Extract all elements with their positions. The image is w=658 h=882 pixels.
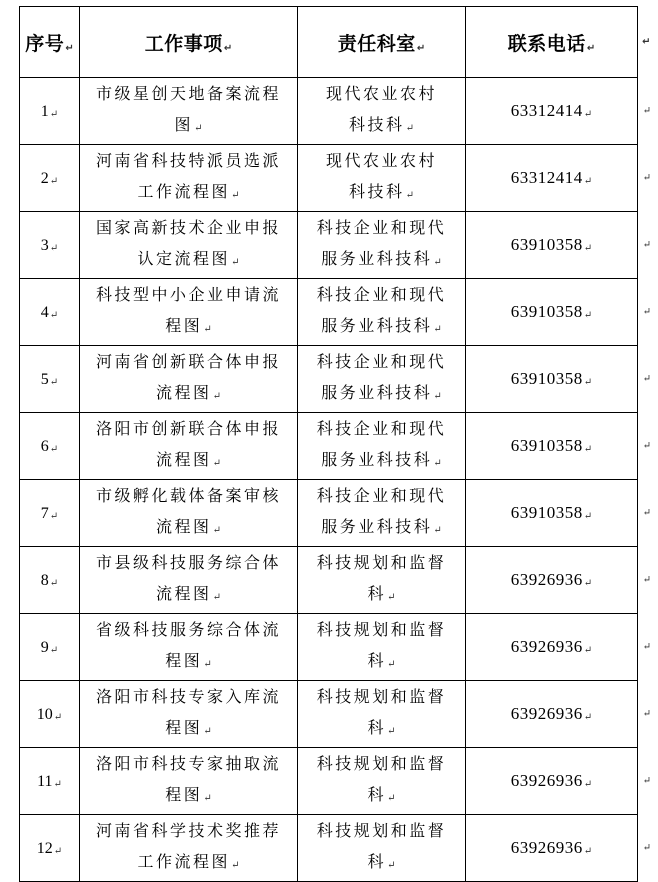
row-work-item-cell xyxy=(80,145,298,212)
row-department: 科技企业和现代 服务业科技科↵ xyxy=(316,285,447,335)
header-index: 序号↵ xyxy=(20,7,80,78)
header-phone: 联系电话↵ ↵ xyxy=(466,7,638,78)
row-department: 科技企业和现代 服务业科技科↵ xyxy=(316,486,447,536)
row-index: 3 xyxy=(40,237,49,254)
row-index: 11 xyxy=(37,773,53,790)
row-department: 科技规划和监督科↵ xyxy=(316,754,447,804)
table-row xyxy=(20,480,638,547)
table-row xyxy=(20,748,638,815)
row-department-cell xyxy=(298,413,466,480)
row-index-cell: 3↵ xyxy=(20,212,80,279)
row-index: 5 xyxy=(40,371,49,388)
row-work-item: 洛阳市科技专家抽取流 程图↵ xyxy=(95,754,281,804)
row-work-item-cell xyxy=(80,212,298,279)
row-phone: 63312414 xyxy=(510,168,583,187)
row-work-item-cell xyxy=(80,614,298,681)
row-department-cell xyxy=(298,614,466,681)
row-phone: 63910358 xyxy=(510,369,583,388)
row-phone-cell: 63910358↵ ↵ xyxy=(466,212,638,279)
row-phone-cell: 63926936↵ ↵ xyxy=(466,547,638,614)
row-work-item: 河南省创新联合体申报 流程图↵ xyxy=(95,352,281,402)
row-department-cell xyxy=(298,212,466,279)
row-work-item-cell xyxy=(80,346,298,413)
row-work-item-cell xyxy=(80,78,298,145)
header-work-item: 工作事项↵ xyxy=(80,7,298,78)
row-index-cell: 11↵ xyxy=(20,748,80,815)
table-row xyxy=(20,145,638,212)
row-phone: 63312414 xyxy=(510,101,583,120)
row-work-item-cell xyxy=(80,681,298,748)
row-index: 2 xyxy=(40,170,49,187)
row-department-cell xyxy=(298,748,466,815)
table-row xyxy=(20,614,638,681)
row-phone-cell: 63910358↵ ↵ xyxy=(466,346,638,413)
row-index: 6 xyxy=(40,438,49,455)
table-body xyxy=(20,78,651,882)
row-index-cell: 4↵ xyxy=(20,279,80,346)
row-index-cell: 1↵ xyxy=(20,78,80,145)
row-phone-cell: 63926936↵ ↵ xyxy=(466,748,638,815)
row-index-cell: 9↵ xyxy=(20,614,80,681)
row-phone-cell: 63926936↵ ↵ xyxy=(466,681,638,748)
row-phone: 63926936 xyxy=(510,637,583,656)
row-department-cell xyxy=(298,547,466,614)
row-index: 1 xyxy=(40,103,49,120)
row-department: 科技企业和现代 服务业科技科↵ xyxy=(316,352,447,402)
row-work-item: 河南省科学技术奖推荐 工作流程图↵ xyxy=(95,821,281,871)
table-row xyxy=(20,346,638,413)
table-header-row xyxy=(20,7,638,78)
row-index: 9 xyxy=(40,639,49,656)
row-work-item: 国家高新技术企业申报 认定流程图↵ xyxy=(95,218,281,268)
row-department-cell xyxy=(298,480,466,547)
table-row xyxy=(20,681,638,748)
row-work-item: 河南省科技特派员选派 工作流程图↵ xyxy=(95,151,281,201)
row-phone-cell: 63910358↵ ↵ xyxy=(466,279,638,346)
row-index-cell: 10↵ xyxy=(20,681,80,748)
table-row xyxy=(20,413,638,480)
row-department: 现代农业农村 科技科↵ xyxy=(325,84,437,134)
row-work-item: 市县级科技服务综合体 流程图↵ xyxy=(95,553,281,603)
row-index-cell: 5↵ xyxy=(20,346,80,413)
row-work-item-cell xyxy=(80,279,298,346)
row-index: 12 xyxy=(36,840,53,857)
row-phone-cell: 63926936↵ ↵ xyxy=(466,815,638,882)
row-phone-cell: 63312414↵ ↵ xyxy=(466,78,638,145)
row-department-cell xyxy=(298,681,466,748)
row-phone-cell: 63312414↵ ↵ xyxy=(466,145,638,212)
row-work-item: 市级星创天地备案流程 图↵ xyxy=(95,84,281,134)
row-index: 8 xyxy=(40,572,49,589)
row-index-cell: 7↵ xyxy=(20,480,80,547)
row-department: 科技企业和现代 服务业科技科↵ xyxy=(316,218,447,268)
row-department: 科技规划和监督科↵ xyxy=(316,687,447,737)
row-phone-cell: 63910358↵ ↵ xyxy=(466,413,638,480)
row-phone: 63926936 xyxy=(510,704,583,723)
row-work-item-cell xyxy=(80,748,298,815)
row-work-item: 洛阳市创新联合体申报 流程图↵ xyxy=(95,419,281,469)
work-items-table xyxy=(19,6,651,882)
row-index-cell: 2↵ xyxy=(20,145,80,212)
row-department-cell xyxy=(298,815,466,882)
table-row xyxy=(20,279,638,346)
row-phone: 63926936 xyxy=(510,570,583,589)
row-phone: 63910358 xyxy=(510,302,583,321)
row-work-item: 市级孵化载体备案审核 流程图↵ xyxy=(95,486,281,536)
row-department-cell xyxy=(298,346,466,413)
row-index-cell: 8↵ xyxy=(20,547,80,614)
row-phone: 63910358 xyxy=(510,235,583,254)
row-work-item-cell xyxy=(80,480,298,547)
row-phone: 63926936 xyxy=(510,838,583,857)
row-index-cell: 12↵ xyxy=(20,815,80,882)
row-phone: 63910358 xyxy=(510,503,583,522)
row-work-item: 洛阳市科技专家入库流 程图↵ xyxy=(95,687,281,737)
header-department: 责任科室↵ xyxy=(298,7,466,78)
row-department: 科技规划和监督科↵ xyxy=(316,821,447,871)
row-phone-cell: 63910358↵ ↵ xyxy=(466,480,638,547)
row-index-cell: 6↵ xyxy=(20,413,80,480)
row-department: 科技规划和监督科↵ xyxy=(316,620,447,670)
table-row xyxy=(20,78,638,145)
table-row xyxy=(20,547,638,614)
row-index: 7 xyxy=(40,505,49,522)
table-row xyxy=(20,815,638,882)
row-department-cell xyxy=(298,279,466,346)
row-department: 科技规划和监督科↵ xyxy=(316,553,447,603)
row-work-item-cell xyxy=(80,547,298,614)
row-department-cell xyxy=(298,78,466,145)
row-department: 科技企业和现代 服务业科技科↵ xyxy=(316,419,447,469)
row-department: 现代农业农村 科技科↵ xyxy=(325,151,437,201)
row-work-item-cell xyxy=(80,815,298,882)
document-table-wrapper xyxy=(19,6,651,882)
row-index: 10 xyxy=(36,706,53,723)
row-index: 4 xyxy=(40,304,49,321)
row-department-cell xyxy=(298,145,466,212)
row-work-item: 省级科技服务综合体流 程图↵ xyxy=(95,620,281,670)
row-phone: 63910358 xyxy=(510,436,583,455)
row-phone-cell: 63926936↵ ↵ xyxy=(466,614,638,681)
row-phone: 63926936 xyxy=(510,771,583,790)
row-work-item-cell xyxy=(80,413,298,480)
row-work-item: 科技型中小企业申请流 程图↵ xyxy=(95,285,281,335)
table-row xyxy=(20,212,638,279)
